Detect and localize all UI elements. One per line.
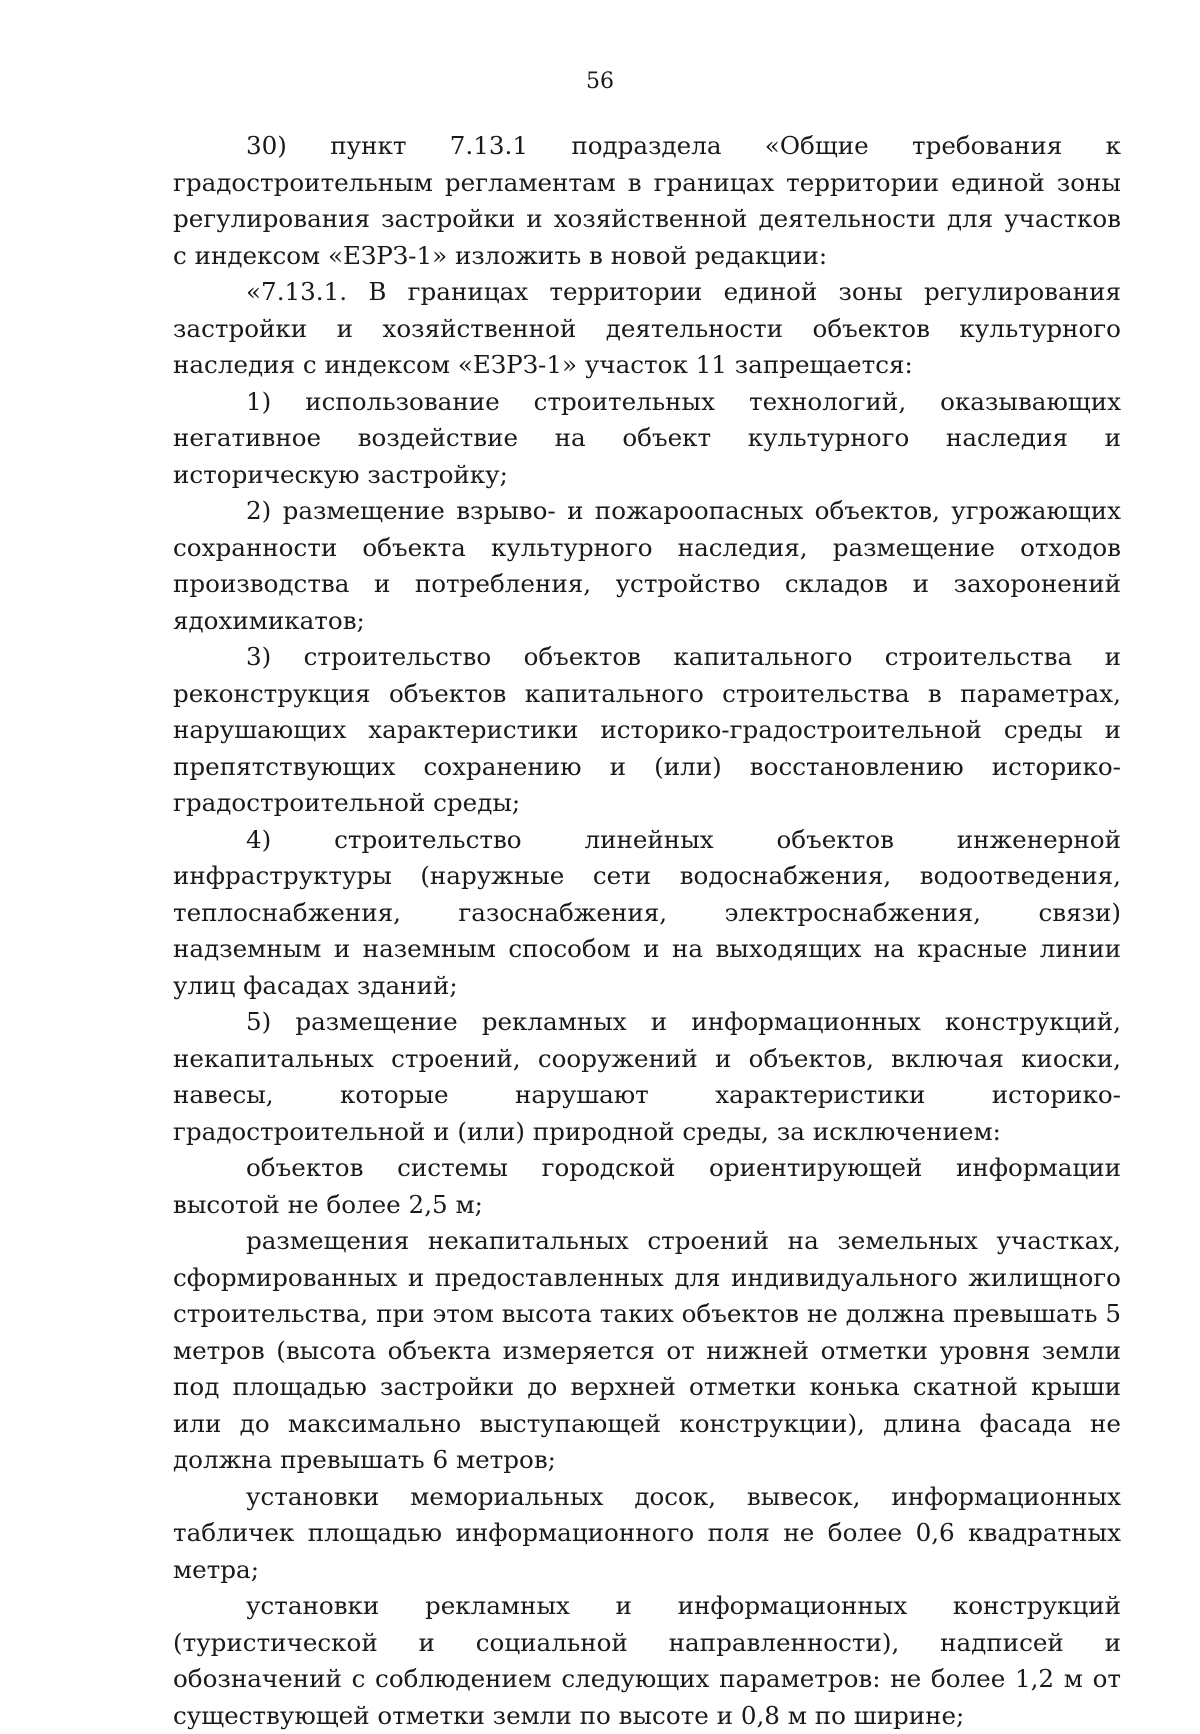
paragraph-exception-1: объектов системы городской ориентирующей информации высотой не более 2,5 м; (173, 1153, 1121, 1219)
page-number: 56 (586, 69, 614, 94)
paragraph-exception-4: установки рекламных и информационных конструкций (туристической и социальной направленности), надписей и обозначений с соблюдением следующих параметров: не более 1,2 м от существующей отметки земли по высоте и 0,8 м по ширине; (173, 1591, 1121, 1730)
paragraph-7-13-1: «7.13.1. В границах территории единой зоны регулирования застройки и хозяйственной деятельности объектов культурного наследия с индексом «ЕЗРЗ-1» участок 11 запрещается: (173, 277, 1121, 379)
document-body (173, 128, 1121, 1734)
paragraph-sub-3: 3) строительство объектов капитального строительства и реконструкция объектов капитального строительства в параметрах, нарушающих характеристики историко-градостроительной среды и препятствующих сохранению и (или) восстановлению историко-градостроительной среды; (173, 642, 1121, 817)
paragraph-exception-3: установки мемориальных досок, вывесок, информационных табличек площадью информационного поля не более 0,6 квадратных метра; (173, 1481, 1121, 1584)
paragraph-sub-4: 4) строительство линейных объектов инженерной инфраструктуры (наружные сети водоснабжения, водоотведения, теплоснабжения, газоснабжения, электроснабжения, связи) надземным и наземным способом и на выходящих на красные линии улиц фасадах зданий; (173, 824, 1121, 1000)
paragraph-sub-2: 2) размещение взрыво- и пожароопасных объектов, угрожающих сохранности объекта культурного наследия, размещение отходов производства и потребления, устройство складов и захоронений ядохимикатов; (173, 496, 1121, 635)
paragraph-sub-5: 5) размещение рекламных и информационных конструкций, некапитальных строений, сооружений и объектов, включая киоски, навесы, которые нарушают характеристики историко-градостроительной и (или) природной среды, за исключением: (173, 1007, 1121, 1146)
paragraph-exception-2: размещения некапитальных строений на земельных участках, сформированных и предоставленных для индивидуального жилищного строительства, при этом высота таких объектов не должна превышать 5 метров (высота объекта измеряется от нижней отметки уровня земли под площадью застройки до верхней отметки конька скатной крыши или до максимально выступающей конструкции), длина фасада не должна превышать 6 метров; (173, 1226, 1121, 1474)
paragraph-sub-1: 1) использование строительных технологий, оказывающих негативное воздействие на объект культурного наследия и историческую застройку; (173, 386, 1121, 489)
paragraph-item-30: 30) пункт 7.13.1 подраздела «Общие требования к градостроительным регламентам в границах территории единой зоны регулирования застройки и хозяйственной деятельности для участков с индексом «ЕЗРЗ-1» изложить в новой редакции: (173, 131, 1121, 270)
